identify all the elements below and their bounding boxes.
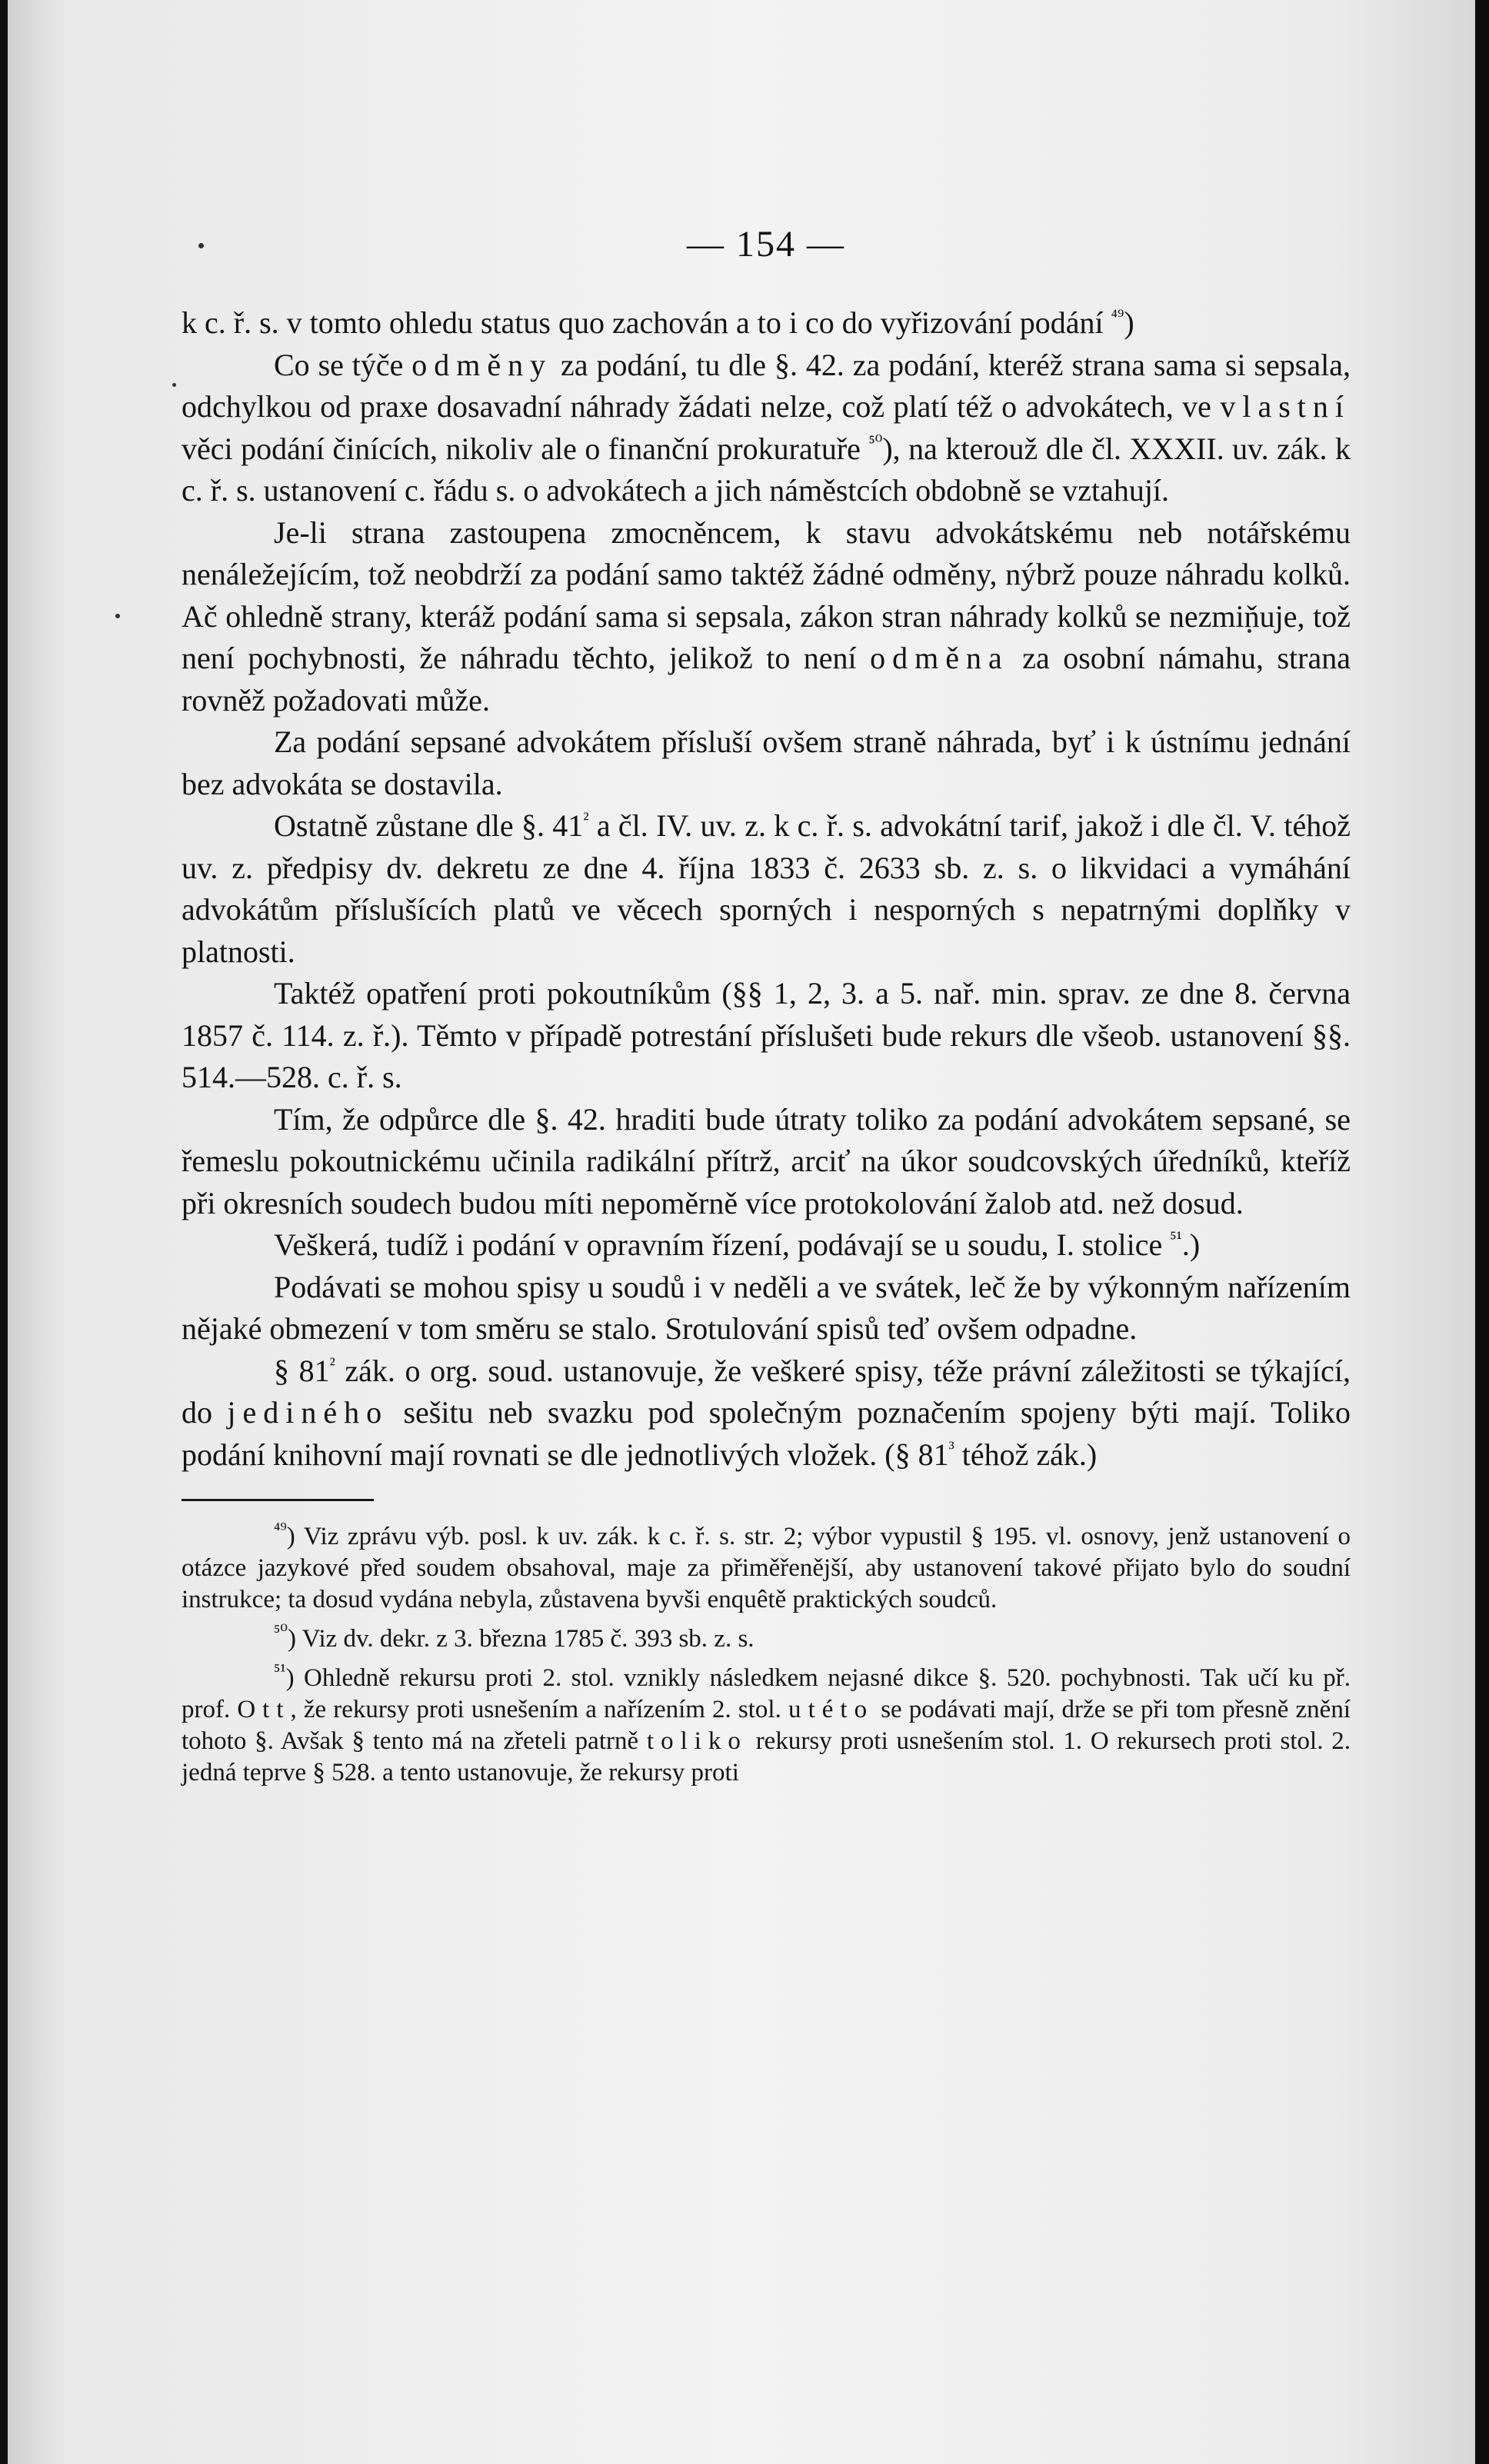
paragraph bbox=[182, 345, 1351, 512]
paragraph bbox=[182, 302, 1351, 345]
paragraph bbox=[182, 1099, 1351, 1225]
footnote-marker: ⁵⁰ bbox=[274, 1622, 288, 1642]
footnote bbox=[182, 1521, 1351, 1616]
text-run: ) bbox=[1124, 305, 1134, 340]
spaced-emphasis: odměna bbox=[870, 641, 1009, 675]
text-run: .) bbox=[1181, 1227, 1201, 1262]
text-run: Za podání sepsané advokátem přísluší ovšem straně náhrada, byť i k ústnímu jednání bez advokáta se dostavila. bbox=[182, 724, 1351, 801]
text-run: a čl. IV. uv. z. k c. ř. s. advokátní tarif, jakož i dle čl. V. téhož uv. z. předpisy dv. dekretu ze dne 4. října 1833 č. 2633 sb. z. s. o likvidaci a vymáhání advokátům příslušících platů ve věcech sporných i nesporných s nepatrnými doplňky v platnosti. bbox=[182, 808, 1351, 969]
text-run: Je-li strana zastoupena zmocněncem, k stavu advokátskému neb notářskému nenáležejícím, tož neobdrží za podání samo taktéž žádné odměny, nýbrž pouze náhradu kolků. Ač ohledně strany, kteráž podání sama si sepsala, zákon stran náhrady kolků se nezmiňuje, tož není pochybnosti, že náhradu těchto, jelikož to není bbox=[182, 514, 1351, 675]
text-run: rekursy proti usnešením stol. 1. O rekursech proti stol. 2. jedná teprve § 528. a tento ustanovuje, že rekursy proti bbox=[182, 1727, 1351, 1786]
paragraph bbox=[182, 973, 1351, 1099]
text-run: Co se týče bbox=[274, 347, 412, 382]
text-run: k c. ř. s. v tomto ohledu status quo zachován a to i co do vyřizování podání bbox=[182, 305, 1111, 340]
scan-edge bbox=[1475, 0, 1489, 2464]
spaced-emphasis: odměny bbox=[411, 347, 553, 382]
paragraph bbox=[182, 805, 1351, 973]
text-run: Veškerá, tudíž i podání v opravním řízení, podávají se u soudu, I. stolice bbox=[274, 1227, 1171, 1262]
spaced-emphasis: Ott bbox=[237, 1696, 291, 1723]
text-run: téhož zák.) bbox=[954, 1437, 1098, 1472]
text-run: za osobní námahu, strana rovněž požadovati může. bbox=[182, 641, 1351, 718]
text-run: ) Viz zprávu výb. posl. k uv. zák. k c. ř. s. str. 2; výbor vypustil § 195. vl. osnovy, jenž ustanovení o otázce jazykové před soudem obsahoval, maje za přiměřenější, aby ustanovení takové přijato bylo do soudní instrukce; ta dosud vydána nebyla, zůstavena byvši enquêtě praktických soudců. bbox=[182, 1523, 1351, 1613]
footnote bbox=[182, 1663, 1351, 1789]
footnote-marker: ⁵¹ bbox=[274, 1661, 286, 1681]
footnote-marker: ³ bbox=[948, 1438, 954, 1459]
spaced-emphasis: toliko bbox=[646, 1727, 748, 1755]
text-run: Ostatně zůstane dle §. 41 bbox=[274, 808, 584, 843]
footnotes bbox=[182, 1521, 1351, 1789]
text-run: ) Ohledně rekursu proti 2. stol. vznikly následkem nejasné dikce §. 520. pochybnosti. Tak učí ku př. prof. bbox=[182, 1664, 1351, 1723]
book-page bbox=[182, 223, 1351, 1789]
dust-speck bbox=[172, 383, 176, 387]
spaced-emphasis: této bbox=[808, 1696, 874, 1723]
footnote-marker: ⁵¹ bbox=[1170, 1228, 1182, 1249]
paragraph bbox=[182, 512, 1351, 722]
footnote-marker: ² bbox=[329, 1354, 335, 1375]
text-run: , že rekursy proti usnešením a nařízením 2. stol. u bbox=[290, 1696, 808, 1723]
paragraph bbox=[182, 721, 1351, 805]
text-run: zák. o org. soud. ustanovuje, že veškeré spisy, téže právní záležitosti se týkající, do bbox=[182, 1353, 1351, 1430]
text-run: ), na kterouž dle čl. XXXII. uv. zák. k c. ř. s. ustanovení c. řádu s. o advokátech a jich náměstcích obdobně se vztahují. bbox=[182, 431, 1351, 508]
text-run: se podávati mají, drže se při tom přesně znění tohoto §. Avšak § tento má na zřeteli patrně bbox=[182, 1696, 1351, 1755]
footnote-marker: ⁴⁹ bbox=[274, 1520, 287, 1540]
spaced-emphasis: jediného bbox=[227, 1395, 389, 1430]
text-run: Taktéž opatření proti pokoutníkům (§§ 1, 2, 3. a 5. nař. min. sprav. ze dne 8. června 1857 č. 114. z. ř.). Těmto v případě potrestání příslušeti bude rekurs dle všeob. ustanovení §§. 514.—528. c. ř. s. bbox=[182, 976, 1351, 1094]
text-run: Tím, že odpůrce dle §. 42. hraditi bude útraty toliko za podání advokátem sepsané, se řemeslu pokoutnickému učinila radikální přítrž, arciť na úkor soudcovských úředníků, kteříž při okresních soudech budou míti nepoměrně více protokolování žalob atd. než dosud. bbox=[182, 1101, 1351, 1220]
page-number: — 154 — bbox=[687, 224, 845, 265]
paragraph bbox=[182, 1224, 1351, 1267]
text-run: § 81 bbox=[274, 1353, 330, 1388]
text-run: Podávati se mohou spisy u soudů i v neděli a ve svátek, leč že by výkonným nařízením nějaké obmezení v tom směru se stalo. Srotulování spisů teď ovšem odpadne. bbox=[182, 1269, 1351, 1346]
text-run: za podání, tu dle §. 42. za podání, kteréž strana sama si sepsala, odchylkou od praxe dosavadní náhrady žádati nelze, což platí též o advokátech, ve bbox=[182, 347, 1351, 424]
paragraph bbox=[182, 1350, 1351, 1477]
body-text bbox=[182, 302, 1351, 1476]
dust-speck bbox=[115, 614, 120, 618]
text-run: věci podání činících, nikoliv ale o finanční prokuratuře bbox=[182, 431, 869, 466]
paragraph bbox=[182, 1267, 1351, 1350]
footnote-marker: ⁵⁰ bbox=[868, 432, 883, 453]
footnote-marker: ⁴⁹ bbox=[1111, 306, 1124, 327]
footnote-separator bbox=[182, 1499, 374, 1501]
spaced-emphasis: vlastní bbox=[1220, 389, 1351, 424]
footnote-marker: ² bbox=[583, 809, 589, 830]
text-run: ) Viz dv. dekr. z 3. března 1785 č. 393 sb. z. s. bbox=[288, 1625, 754, 1653]
footnote bbox=[182, 1623, 1351, 1655]
text-run: sešitu neb svazku pod společným poznačením spojeny býti mají. Toliko podání knihovní mají rovnati se dle jednotlivých vložek. (§ 81 bbox=[182, 1395, 1351, 1472]
